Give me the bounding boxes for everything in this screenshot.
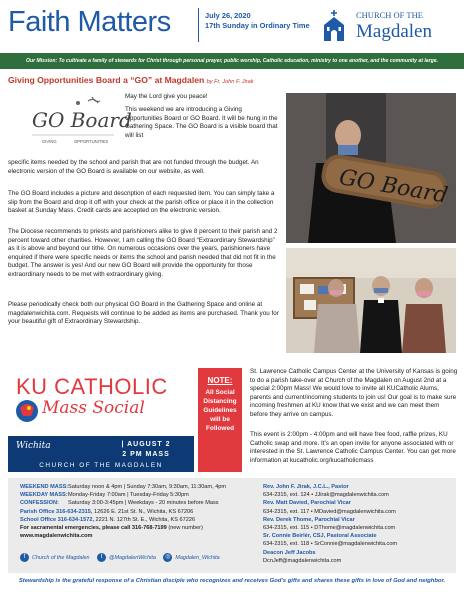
staff-entry — [263, 516, 397, 532]
stewardship-tagline: Stewardship is the grateful response of a Christian disciple who recognizes and receives God's gifts and shares these gifts in love of God and neighbor. — [18, 578, 446, 584]
article-title — [8, 75, 254, 85]
newsletter-title: Faith Matters — [8, 6, 171, 38]
article-para-4: The Diocese recommends to priests and parishioners alike to give 8 percent to their parish and 2 percent toward other charities. However, I am calling the GO Board “Extraordinary Stewardship” as it is above and beyond our tithe. On numerous occasions over the years, parishioners have enquired if there were specific needs or items the school and parish needed that did not fit in the budget. The answer is yes! And our new GO Board will provide the opportunity for those extraordinary needs to be met with extraordinary giving. — [8, 228, 278, 278]
staff-entry — [263, 549, 397, 565]
weekday-mass-times: Monday-Friday 7:00am | Tuesday-Friday 5:30pm — [68, 492, 189, 499]
mission-bar: Our Mission: To cultivate a family of stewards for Christ through personal prayer, public worship, Catholic education, ministry to one another, and the community at large. — [0, 53, 464, 69]
school-office-address: 2221 N. 127th St. E., Wichita, KS 67226 — [94, 516, 196, 523]
weekday-mass-row — [20, 491, 260, 499]
header-divider — [198, 8, 199, 42]
staff-name: Sr. Connie Beirlér, CSJ, Pastoral Associate — [263, 533, 377, 540]
article-para-1: May the Lord give you peace! — [125, 93, 208, 100]
photo-priest-holding-go-board — [286, 93, 456, 243]
photo-1-sign-text: GO Board — [337, 165, 450, 209]
article-byline: by Fr. John F. Jirak — [206, 79, 254, 85]
instagram-icon[interactable]: ◎ — [165, 554, 171, 560]
website-link[interactable]: www.magdalenwichita.com — [20, 533, 93, 540]
weekend-mass-label: WEEKEND MASS: — [20, 484, 69, 490]
photo-group-with-go-board — [286, 248, 456, 353]
go-board-logo-sub-right: OPPORTUNITIES — [74, 139, 109, 144]
jayhawk-icon — [14, 398, 40, 424]
banner-church: CHURCH OF THE MAGDALEN — [39, 462, 163, 469]
staff-name: Deacon Jeff Jacobs — [263, 549, 316, 556]
article-para-2a: This weekend we are introducing a Giving Opportunities Board or GO Board. It will be hung in the Gathering Space. The GO Board is a visible board that will list — [125, 106, 278, 139]
staff-entry — [263, 532, 397, 548]
photo-1-illustration — [286, 93, 456, 243]
twitter-icon[interactable]: t — [97, 553, 106, 562]
photo-2-illustration — [286, 248, 456, 353]
banner-mass-social: Mass Social — [42, 398, 145, 418]
issue-occasion: 17th Sunday in Ordinary Time — [205, 21, 310, 30]
go-board-logo-sub-left: GIVING — [42, 139, 57, 144]
ku-para-2: This event is 2:00pm - 4:00pm and will have free food, raffle prizes, KU Catholic swap and more. It's an open invite for anyone associated with or interested in the St. Lawrence Catholic Campus Center. You can get more information at kucatholic.org/kucatholicmass — [250, 431, 456, 464]
staff-contact: 634-2315, ext. 115 • DThome@magdalenwichita.com — [263, 525, 396, 532]
staff-name: Rev. John F. Jirak, J.C.L., Pastor — [263, 484, 349, 490]
confession-label: CONFESSION: — [20, 500, 59, 507]
article-title-text: Giving Opportunities Board a “GO” at Magdalen — [8, 75, 205, 85]
go-board-logo — [28, 93, 132, 149]
mass-schedule — [20, 483, 260, 540]
staff-directory — [263, 483, 397, 565]
sacrament-emergency: For sacramental emergencies, please call 316-768-7199 — [20, 525, 167, 532]
ku-catholic-mass-social-banner — [8, 368, 194, 472]
note-heading: NOTE: — [207, 376, 233, 385]
staff-entry — [263, 499, 397, 515]
issue-date-text: July 26, 2020 — [205, 11, 251, 20]
staff-contact: 634-2315, ext. 124 • JJirak@magdalenwichita.com — [263, 492, 389, 499]
note-body: All Social Distancing Guidelines will be Followed — [203, 389, 237, 432]
staff-name: Rev. Derek Thome, Parochial Vicar — [263, 516, 355, 523]
article-para-5: Please periodically check both our physical GO Board in the Gathering Space and online at magdalenwichita.com. Requests will continue to be added as items are purchased. Thank you for your beautiful gift of Extraordinary Stewardship. — [8, 301, 279, 326]
article-para-3: The GO Board includes a picture and description of each requested item. You can simply take a slip from the Board and drop it off with your check at the parish office or place it in the collection basket at Sunday Mass. Credit cards are accepted on the electronic version. — [8, 190, 275, 215]
social-distancing-note — [198, 368, 242, 472]
social-twitter[interactable]: @MagdalenWichita — [109, 554, 156, 561]
weekday-mass-label: WEEKDAY MASS: — [20, 492, 68, 499]
go-board-logo-text: GO Board — [32, 108, 132, 132]
banner-date: | AUGUST 2 — [121, 441, 171, 448]
ku-para-1: St. Lawrence Catholic Campus Center at the University of Kansas is going to do a parish take-over at Church of the Magdalen on August 2nd at a special 2:00pm Mass! We would love to invite all KUCatholic Alums, parents and current/incoming students to join us! Our goal is to make sure incoming freshmen at KU know that we exist and we can meet them before they arrive on campus. — [250, 368, 458, 418]
confession-row — [20, 499, 260, 507]
social-facebook[interactable]: Church of the Magdalen — [32, 554, 90, 561]
parish-info-box — [8, 478, 456, 573]
banner-city: Wichita — [16, 441, 51, 451]
church-logo-line1: CHURCH OF THE — [356, 10, 423, 20]
article-para-2b: specific items needed by the school and parish that are not funded through the budget. An electronic version of the GO Board is available on our website, as well. — [8, 159, 259, 175]
staff-contact: 634-2315, ext. 118 • SrConnie@magdalenwichita.com — [263, 541, 398, 548]
sacrament-tail: (new number) — [166, 525, 203, 532]
parish-office-row — [20, 508, 260, 516]
staff-contact: DcnJeff@magdalenwichita.com — [263, 557, 342, 564]
website-row — [20, 532, 260, 540]
church-building-icon — [320, 10, 348, 42]
confession-times: Saturday 3:00-3:45pm | Weekdays - 20 minutes before Mass — [68, 500, 219, 507]
staff-entry — [263, 483, 397, 499]
school-office-label: School Office 316-634-1572, — [20, 516, 94, 523]
church-logo-line2: Magdalen — [356, 21, 432, 42]
staff-contact: 634-2315, ext. 117 • MDavied@magdalenwichita.com — [263, 508, 396, 515]
social-links — [20, 553, 220, 562]
banner-ku-catholic: KU CATHOLIC — [16, 374, 168, 399]
parish-office-address: 12626 E. 21st St. N., Wichita, KS 67206 — [92, 508, 194, 515]
church-logo — [320, 8, 460, 46]
banner-time: 2 PM MASS — [122, 451, 170, 458]
sacrament-row — [20, 524, 260, 532]
issue-date — [205, 11, 310, 31]
masthead — [0, 0, 464, 50]
banner-when — [106, 440, 186, 460]
school-office-row — [20, 516, 260, 524]
staff-name: Rev. Matt Davied, Parochial Vicar — [263, 500, 351, 507]
facebook-icon[interactable]: f — [20, 553, 29, 562]
social-instagram[interactable]: Magdalen_Wichita — [175, 554, 220, 561]
weekend-mass-row — [20, 483, 260, 491]
parish-office-label: Parish Office 316-634-2315, — [20, 508, 93, 515]
weekend-mass-times: Saturday noon & 4pm | Sunday 7:30am, 9:30am, 11:30am, 4pm — [68, 484, 227, 490]
